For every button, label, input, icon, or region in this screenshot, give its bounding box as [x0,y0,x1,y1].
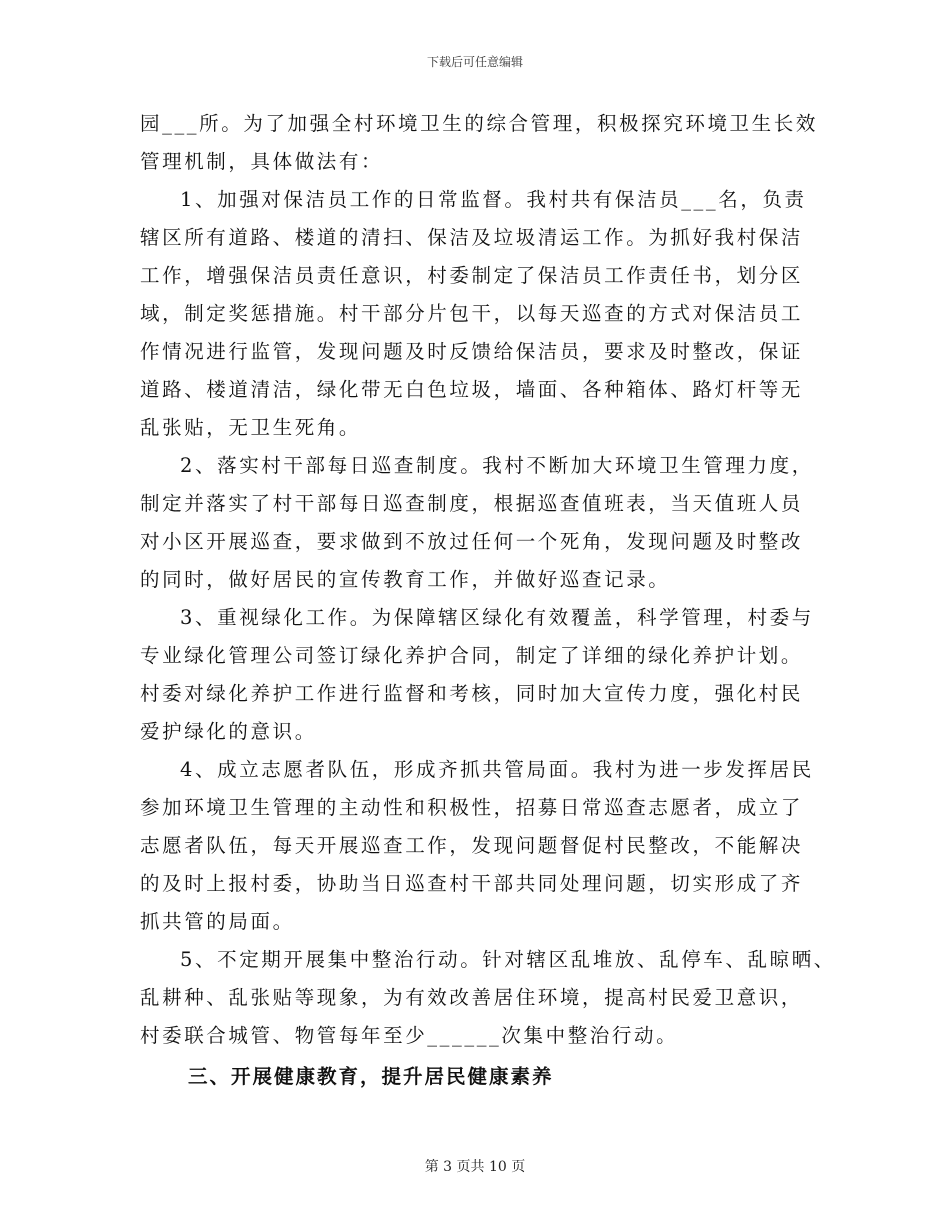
section-heading: 三、开展健康教育，提升居民健康素养 [188,1065,554,1088]
text-line: 的同时，做好居民的宣传教育工作，并做好巡查记录。 [140,568,671,591]
document-body [140,105,836,1099]
text-line: 对小区开展巡查，要求做到不放过任何一个死角，发现问题及时整改 [140,530,804,553]
paragraph-1-start: 1、加强对保洁员工作的日常监督。我村共有保洁员___名，负责 [180,188,807,211]
page-header: 下载后可任意编辑 [426,55,523,69]
paragraph-2-start: 2、落实村干部每日巡查制度。我村不断加大环境卫生管理力度， [180,454,814,477]
text-line: 乱耕种、乱张贴等现象，为有效改善居住环境，提高村民爱卫意识， [140,986,804,1009]
text-line: 园___所。为了加强全村环境卫生的综合管理，积极探究环境卫生长效 [140,112,818,135]
text-line: 管理机制，具体做法有： [140,150,384,173]
text-line: 制定并落实了村干部每日巡查制度，根据巡查值班表，当天值班人员 [140,492,804,515]
text-line: 爱护绿化的意识。 [140,720,317,743]
text-line: 乱张贴，无卫生死角。 [140,416,362,439]
text-line: 工作，增强保洁员责任意识，村委制定了保洁员工作责任书，划分区 [140,264,804,287]
text-line: 村委对绿化养护工作进行监督和考核，同时加大宣传力度，强化村民 [140,682,804,705]
paragraph-5-start: 5、不定期开展集中整治行动。针对辖区乱堆放、乱停车、乱晾晒、 [180,948,836,971]
text-line: 的及时上报村委，协助当日巡查村干部共同处理问题，切实形成了齐 [140,872,804,895]
text-line: 作情况进行监管，发现问题及时反馈给保洁员，要求及时整改，保证 [140,340,804,363]
text-line: 道路、楼道清洁，绿化带无白色垃圾，墙面、各种箱体、路灯杆等无 [140,378,804,401]
paragraph-3-start: 3、重视绿化工作。为保障辖区绿化有效覆盖，科学管理，村委与 [180,606,814,629]
text-line: 志愿者队伍，每天开展巡查工作，发现问题督促村民整改，不能解决 [140,834,804,857]
page-footer: 第 3 页共 10 页 [424,1159,526,1175]
text-line: 村委联合城管、物管每年至少______次集中整治行动。 [140,1024,679,1047]
text-line: 辖区所有道路、楼道的清扫、保洁及垃圾清运工作。为抓好我村保洁 [140,226,804,249]
paragraph-4-start: 4、成立志愿者队伍，形成齐抓共管局面。我村为进一步发挥居民 [180,758,814,781]
text-line: 专业绿化管理公司签订绿化养护合同，制定了详细的绿化养护计划。 [140,644,804,667]
text-line: 抓共管的局面。 [140,910,295,933]
text-line: 参加环境卫生管理的主动性和积极性，招募日常巡查志愿者，成立了 [140,796,804,819]
text-line: 域，制定奖惩措施。村干部分片包干，以每天巡查的方式对保洁员工 [140,302,804,325]
